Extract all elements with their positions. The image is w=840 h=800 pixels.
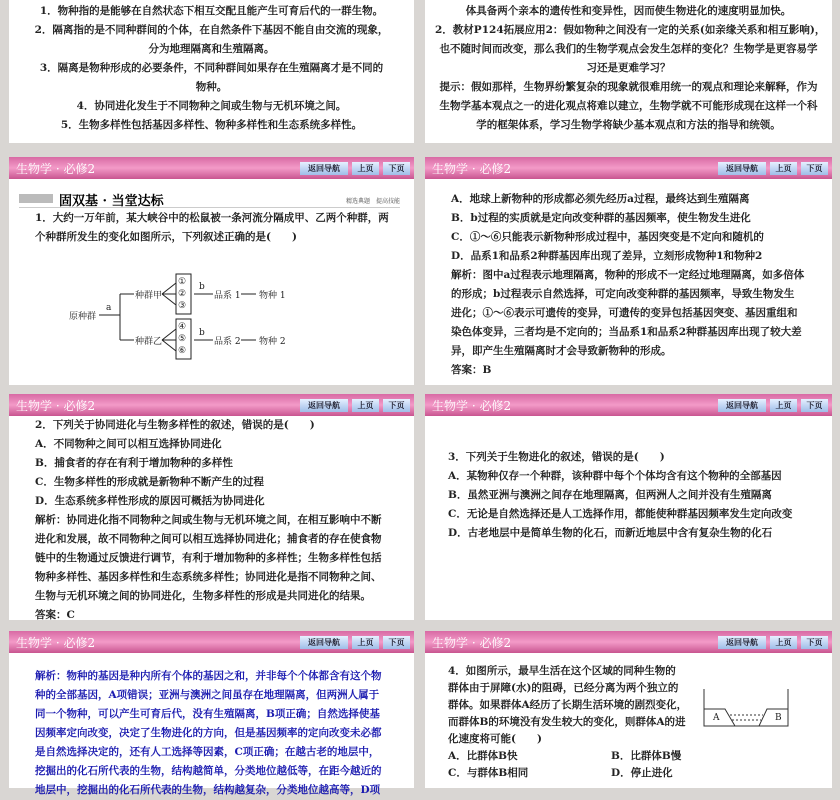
label-a: a — [106, 303, 112, 313]
text-line: 答案：C — [35, 609, 75, 621]
next-page-button[interactable]: 下页 — [383, 162, 410, 175]
text-line: 物种多样性、基因多样性和生态系统多样性；协同进化是指不同物种之间、 — [35, 571, 382, 583]
text-line: 群体。如果群体A经历了长期生活环境的剧烈变化， — [448, 699, 688, 711]
next-page-button[interactable]: 下页 — [801, 162, 828, 175]
next-page-button[interactable]: 下页 — [801, 636, 828, 649]
back-to-nav-button[interactable]: 返回导航 — [718, 399, 766, 412]
text-line: 异，即产生生殖隔离时才会导致新物种的形成。 — [451, 345, 672, 357]
slide-question-1 — [9, 157, 414, 385]
slide-textbook — [425, 0, 832, 143]
slide-summary — [9, 0, 414, 143]
prev-page-button[interactable]: 上页 — [352, 636, 379, 649]
text-line: 挖掘出的化石所代表的生物，结构越简单，分类地位越低等，在距今越近的 — [35, 765, 382, 777]
course-title: 生物学 · 必修2 — [16, 399, 96, 413]
back-to-nav-button[interactable]: 返回导航 — [718, 636, 766, 649]
text-line: 群体由于屏障(水)的阻碍，已经分离为两个独立的 — [448, 682, 679, 694]
text-line: C．生物多样性的形成就是新物种不断产生的过程 — [35, 476, 264, 488]
text-line: 答案：B — [451, 364, 492, 376]
section-title: 固双基 · 当堂达标 — [59, 194, 164, 209]
label-species-1: 物种 1 — [259, 291, 286, 301]
text-line: B．虽然亚洲与澳洲之间存在地理隔离，但两洲人之间并没有生殖隔离 — [448, 489, 772, 501]
prev-page-button[interactable]: 上页 — [770, 162, 797, 175]
text-line: B．b过程的实质就是定向改变种群的基因频率，使生物发生进化 — [451, 212, 751, 224]
text-line: 同一个物种，可以产生可育后代，没有生殖隔离，B项正确；自然选择使基 — [35, 708, 380, 720]
next-page-button[interactable]: 下页 — [383, 636, 410, 649]
course-title: 生物学 · 必修2 — [16, 162, 96, 176]
text-line: 个种群所发生的变化如图所示，下列叙述正确的是( ) — [35, 231, 297, 243]
text-line: 进化；①～⑥表示可遗传的变异，可遗传的变异包括基因突变、基因重组和 — [451, 307, 798, 319]
text-line: 是自然选择决定的，还有人工选择等因素，C项正确；在越古老的地层中， — [35, 746, 380, 758]
text-line: D．品系1和品系2种群基因库出现了差异，立刻形成物种1和物种2 — [451, 250, 763, 262]
text-line: 因频率定向改变，决定了生物进化的方向，但是基因频率的定向改变未必都 — [35, 727, 382, 739]
label-pop-a: 种群甲 — [135, 291, 163, 301]
slide-header — [425, 631, 832, 653]
variation-mark: ② — [178, 289, 187, 299]
label-pop-b: 种群乙 — [135, 337, 163, 347]
option-a: A．比群体B快 — [448, 750, 518, 762]
text-line: 物种。 — [195, 81, 228, 93]
text-line: 染色体变异，三者均是不定向的；当品系1和品系2种群基因库出现了较大差 — [451, 326, 802, 338]
course-title: 生物学 · 必修2 — [432, 636, 512, 650]
text-line: 而群体B的环境没有发生较大的变化，则群体A的进 — [448, 716, 686, 728]
slide-question-4 — [425, 631, 832, 788]
text-line: C．无论是自然选择还是人工选择作用，都能使种群基因频率发生定向改变 — [448, 508, 793, 520]
option-d: D．停止进化 — [611, 767, 673, 779]
text-line: 生物学基本观点之一的进化观点将难以建立，生物学就不可能形成现在这样一个科 — [439, 100, 818, 112]
text-line: 2．教材P124拓展应用2：假如物种之间没有一定的关系(如亲缘关系和相互影响)， — [435, 24, 826, 36]
fig-label-a: A — [713, 713, 720, 723]
text-line: A．不同物种之间可以相互选择协同进化 — [35, 438, 222, 450]
prev-page-button[interactable]: 上页 — [352, 162, 379, 175]
back-to-nav-button[interactable]: 返回导航 — [300, 399, 348, 412]
marks-b — [178, 321, 186, 357]
variation-mark: ④ — [178, 322, 187, 332]
barrier-figure — [703, 689, 789, 729]
text-line: 解析：物种的基因是种内所有个体的基因之和，并非每个个体都含有这个物 — [35, 670, 382, 682]
label-strain-2: 品系 2 — [214, 337, 241, 347]
text-line: 4．协同进化发生于不同物种之间或生物与无机环境之间。 — [76, 100, 347, 112]
summary-text — [19, 2, 404, 135]
text-line: 地层中，挖掘出的化石所代表的生物，结构越复杂，分类地位越高等，D项 — [35, 784, 381, 796]
variation-mark: ① — [178, 277, 187, 287]
text-line: 1．物种指的是能够在自然状态下相互交配且能产生可育后代的一群生物。 — [39, 5, 384, 17]
section-subtitle: 精选典题 提高技能 — [345, 198, 400, 205]
text-line: 化速度将可能( ) — [448, 733, 542, 745]
question-text — [448, 448, 814, 543]
slide-header — [425, 157, 832, 179]
course-title: 生物学 · 必修2 — [432, 162, 512, 176]
back-to-nav-button[interactable]: 返回导航 — [300, 636, 348, 649]
slide-answer-1 — [425, 157, 832, 385]
next-page-button[interactable]: 下页 — [383, 399, 410, 412]
slide-header — [9, 631, 414, 653]
text-line: 2．隔离指的是不同种群间的个体，在自然条件下基因不能自由交流的现象， — [34, 24, 389, 36]
text-line: 5．生物多样性包括基因多样性、物种多样性和生态系统多样性。 — [60, 119, 363, 131]
text-line: 体具备两个亲本的遗传性和变异性，因而使生物进化的速度明显加快。 — [465, 5, 792, 17]
text-line: 解析：协同进化指不同物种之间或生物与无机环境之间，在相互影响中不断 — [35, 514, 382, 526]
variation-mark: ⑤ — [178, 334, 187, 344]
variation-mark: ③ — [178, 301, 187, 311]
text-line: 种的全部基因，A项错误；亚洲与澳洲之间虽存在地理隔离，但两洲人属于 — [35, 689, 380, 701]
fig-label-b: B — [775, 713, 782, 723]
text-line: 习还是更难学习？ — [586, 62, 671, 74]
text-line: 学的框架体系，学习生物学将缺少基本观点和方法的指导和统领。 — [476, 119, 781, 131]
speciation-diagram — [9, 157, 414, 385]
course-title: 生物学 · 必修2 — [432, 399, 512, 413]
slide-question-2 — [9, 394, 414, 620]
text-line: B．捕食者的存在有利于增加物种的多样性 — [35, 457, 233, 469]
text-line: 生物与无机环境之间的协同进化，生物多样性的形成是共同进化的结果。 — [35, 590, 371, 602]
text-line: 链中的生物通过反馈进行调节，有利于增加物种的多样性；生物多样性包括 — [35, 552, 382, 564]
prev-page-button[interactable]: 上页 — [770, 399, 797, 412]
marks-a — [178, 276, 186, 312]
text-line: 2．下列关于协同进化与生物多样性的叙述，错误的是( ) — [35, 419, 315, 431]
slide-header — [425, 394, 832, 416]
text-line: 分为地理隔离和生殖隔离。 — [148, 43, 275, 55]
text-line: 3．隔离是物种形成的必要条件，不同种群间如果存在生殖隔离才是不同的 — [39, 62, 384, 74]
text-line: D．生态系统多样性形成的原因可概括为协同进化 — [35, 495, 265, 507]
slide-question-3 — [425, 394, 832, 620]
text-line: 的形成；b过程表示自然选择，可定向改变种群的基因频率，导致生物发生 — [451, 288, 795, 300]
text-line: 进化和发展，故不同物种之间可以相互选择协同进化；捕食者的存在使食物 — [35, 533, 382, 545]
prev-page-button[interactable]: 上页 — [352, 399, 379, 412]
text-line: D．古老地层中是简单生物的化石，而新近地层中含有复杂生物的化石 — [448, 527, 773, 539]
text-line: 4．如图所示，最早生活在这个区域的同种生物的 — [448, 665, 676, 677]
prev-page-button[interactable]: 上页 — [770, 636, 797, 649]
back-to-nav-button[interactable]: 返回导航 — [718, 162, 766, 175]
textbook-text — [435, 2, 826, 135]
text-line: 解析：图中a过程表示地理隔离，物种的形成不一定经过地理隔离，如多倍体 — [451, 269, 805, 281]
label-strain-1: 品系 1 — [214, 291, 241, 301]
course-title: 生物学 · 必修2 — [16, 636, 96, 650]
text-line: 提示：假如那样，生物界纷繁复杂的现象就很难用统一的观点和理论来解释，作为 — [439, 81, 818, 93]
option-c: C．与群体B相同 — [448, 767, 529, 779]
label-b1: b — [199, 282, 205, 292]
label-b2: b — [199, 328, 205, 338]
question-text — [35, 416, 396, 625]
text-line: C．①～⑥只能表示新物种形成过程中，基因突变是不定向和随机的 — [451, 231, 764, 243]
analysis-text — [35, 667, 396, 800]
variation-mark: ⑥ — [178, 346, 187, 356]
next-page-button[interactable]: 下页 — [801, 399, 828, 412]
back-to-nav-button[interactable]: 返回导航 — [300, 162, 348, 175]
slide-answer-3 — [9, 631, 414, 796]
label-species-2: 物种 2 — [259, 337, 286, 347]
text-line: 也不随时间而改变，那么我们的生物学观点会发生怎样的变化？生物学是更容易学 — [439, 43, 818, 55]
text-line: A．地球上新物种的形成都必须先经历a过程，最终达到生殖隔离 — [451, 193, 750, 205]
text-line: 3．下列关于生物进化的叙述，错误的是( ) — [448, 451, 665, 463]
text-line: 1．大约一万年前，某大峡谷中的松鼠被一条河流分隔成甲、乙两个种群，两 — [35, 212, 389, 224]
option-b: B．比群体B慢 — [611, 750, 682, 762]
label-origin: 原种群 — [69, 312, 97, 322]
slide-header — [9, 394, 414, 416]
answer-text — [451, 190, 814, 380]
text-line: A．某物种仅存一个种群，该种群中每个个体均含有这个物种的全部基因 — [448, 470, 782, 482]
